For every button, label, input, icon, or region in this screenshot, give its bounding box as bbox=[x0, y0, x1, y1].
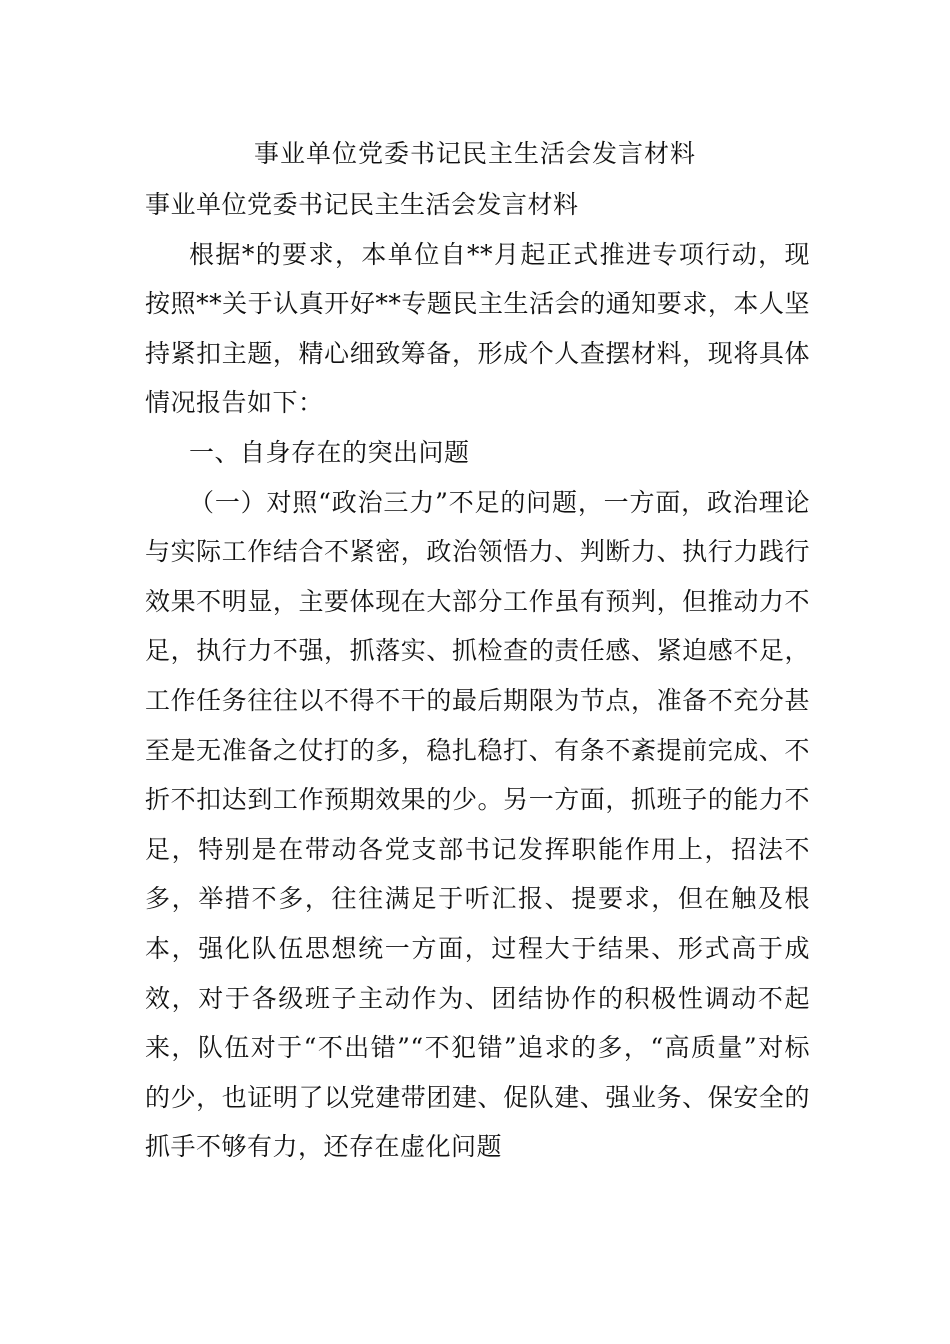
document-title: 事业单位党委书记民主生活会发言材料 bbox=[253, 139, 696, 168]
problem-paragraph: （一）对照“政治三力”不足的问题，一方面，政治理论与实际工作结合不紧密，政治领悟力、判断力、执行力践行效果不明显，主要体现在大部分工作虽有预判，但推动力不足，执行力不强，抓落实、抓检查的责任感、紧迫感不足，工作任务往往以不得不干的最后期限为节点，准备不充分甚至是无准备之仗打的多，稳扎稳打、有条不紊提前完成、不折不扣达到工作预期效果的少。另一方面，抓班子的能力不足，特别是在带动各党支部书记发挥职能作用上，招法不多，举措不多，往往满足于听汇报、提要求，但在触及根本，强化队伍思想统一方面，过程大于结果、形式高于成效，对于各级班子主动作为、团结协作的积极性调动不起来，队伍对于“不出错”“不犯错”追求的多，“高质量”对标的少，也证明了以党建带团建、促队建、强业务、保安全的抓手不够有力，还存在虚化问题 bbox=[145, 487, 810, 1162]
document-body bbox=[145, 180, 810, 1172]
document-subtitle: 事业单位党委书记民主生活会发言材料 bbox=[145, 190, 579, 219]
intro-paragraph: 根据*的要求，本单位自**月起正式推进专项行动，现按照**关于认真开好**专题民主生活会的通知要求，本人坚持紧扣主题，精心细致筹备，形成个人查摆材料，现将具体情况报告如下： bbox=[145, 239, 810, 418]
section-heading: 一、自身存在的突出问题 bbox=[189, 437, 470, 467]
